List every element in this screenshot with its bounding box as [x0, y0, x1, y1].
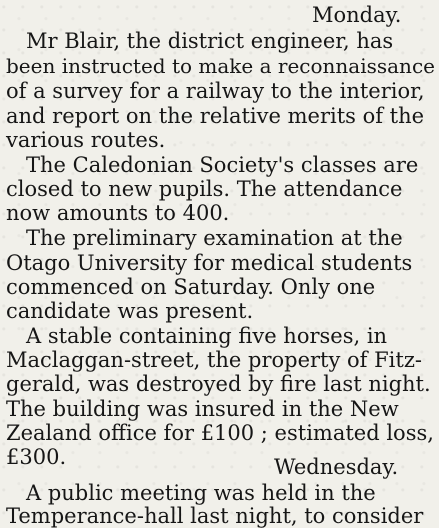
heading-wednesday: Wednesday.	[274, 455, 399, 479]
paragraph-examination-line-2: Otago University for medical students	[6, 251, 413, 275]
paragraph-blair-line-3: of a survey for a railway to the interior,	[6, 79, 425, 103]
paragraph-stable-line-4: The building was insured in the New	[6, 397, 399, 421]
paragraph-caledonian-line-2: closed to new pupils. The attendance	[6, 177, 403, 201]
heading-monday: Monday.	[312, 3, 402, 27]
paragraph-examination-line-1: The preliminary examination at the	[26, 226, 403, 250]
paragraph-blair-line-1: Mr Blair, the district engineer, has	[26, 29, 394, 53]
paragraph-meeting-line-1: A public meeting was held in the	[26, 481, 376, 505]
paragraph-caledonian-line-3: now amounts to 400.	[6, 201, 230, 225]
paragraph-stable-line-5: Zealand office for £100 ; estimated loss,	[6, 421, 434, 445]
paragraph-examination-line-4: candidate was present.	[6, 299, 254, 323]
paragraph-stable-line-2: Maclaggan-street, the property of Fitz-	[6, 348, 423, 372]
paragraph-examination-line-3: commenced on Saturday. Only one	[6, 275, 376, 299]
paragraph-blair-line-4: and report on the relative merits of the	[6, 104, 425, 128]
paragraph-blair-line-2: been instructed to make a reconnaissance	[6, 54, 435, 78]
paragraph-blair-line-5: various routes.	[6, 128, 166, 152]
paragraph-caledonian-line-1: The Caledonian Society's classes are	[26, 153, 419, 177]
paragraph-meeting-line-2: Temperance-hall last night, to consider	[6, 504, 424, 528]
paragraph-stable-line-6: £300.	[6, 445, 67, 469]
paragraph-stable-line-3: gerald, was destroyed by fire last night.	[6, 372, 431, 396]
paragraph-stable-line-1: A stable containing five horses, in	[26, 324, 388, 348]
